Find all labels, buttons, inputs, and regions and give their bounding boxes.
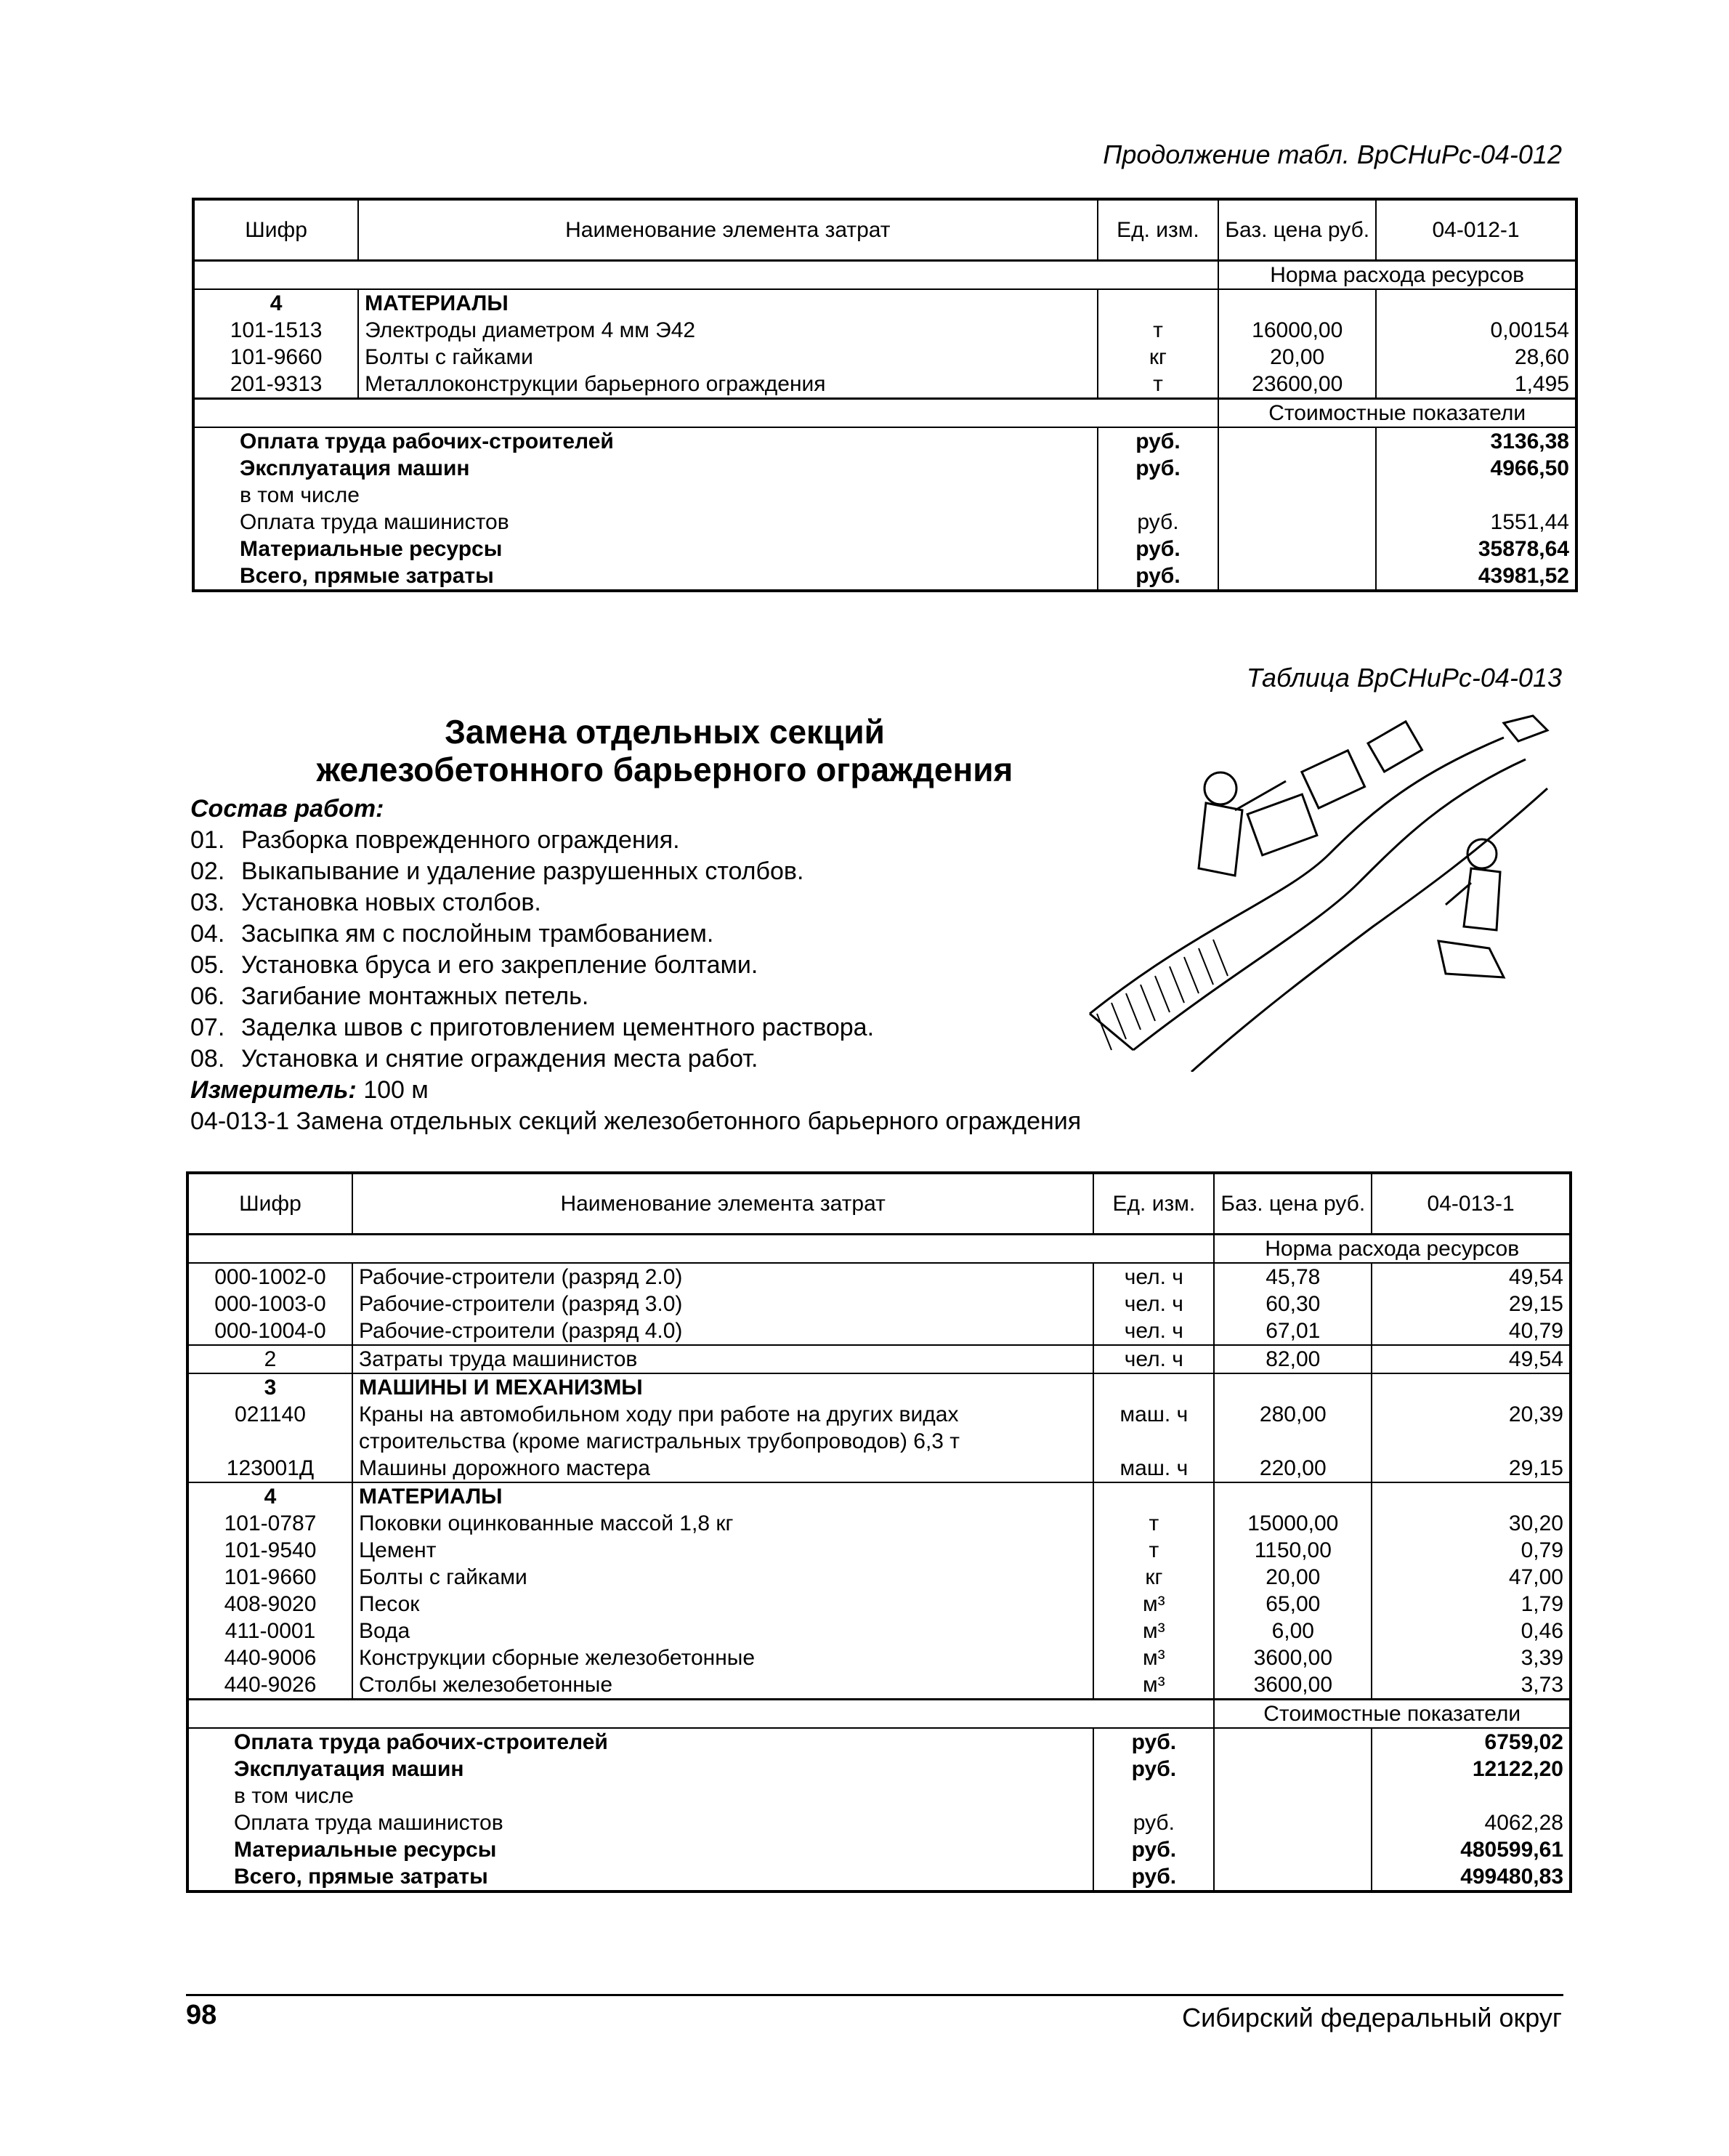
- norm-label-row: [187, 1234, 1571, 1263]
- cell-code: 000-1002-0: [187, 1263, 352, 1291]
- work-number: 04.: [190, 920, 225, 948]
- work-item: [190, 950, 1081, 981]
- footer-divider: [186, 1994, 1563, 1996]
- total-unit: руб.: [1098, 536, 1219, 562]
- cell-unit: т: [1098, 371, 1219, 399]
- total-value: 43981,52: [1376, 562, 1576, 591]
- cell-unit: м³: [1093, 1618, 1214, 1644]
- cell-unit: м³: [1093, 1644, 1214, 1671]
- cell-unit: т: [1093, 1537, 1214, 1564]
- cell-unit: м³: [1093, 1671, 1214, 1700]
- total-price: [1218, 509, 1376, 536]
- cell-price: 6,00: [1214, 1618, 1372, 1644]
- cell-price: 1150,00: [1214, 1537, 1372, 1564]
- cell-name: Краны на автомобильном ходу при работе на других видах: [352, 1401, 1093, 1428]
- cell-price: 23600,00: [1218, 371, 1376, 399]
- total-name: Материальные ресурсы: [187, 1836, 1093, 1863]
- work-number: 05.: [190, 951, 225, 979]
- cell-name: МАТЕРИАЛЫ: [358, 289, 1097, 317]
- cost-label-row: [193, 398, 1576, 427]
- norm-label: Норма расхода ресурсов: [1214, 1234, 1571, 1263]
- item-line: 04-013-1 Замена отдельных секций железобетонного барьерного ограждения: [190, 1107, 1082, 1135]
- header-code: Шифр: [193, 199, 358, 260]
- cell-value: 0,46: [1372, 1618, 1571, 1644]
- work-item: [190, 918, 1081, 950]
- cell-value: 47,00: [1372, 1564, 1571, 1591]
- cell-name: строительства (кроме магистральных трубопроводов) 6,3 т: [352, 1428, 1093, 1455]
- cell-name: Рабочие-строители (разряд 3.0): [352, 1291, 1093, 1317]
- norm-label: Норма расхода ресурсов: [1218, 260, 1576, 289]
- work-text: Засыпка ям с послойным трамбованием.: [241, 920, 714, 948]
- cell-price: 16000,00: [1218, 317, 1376, 344]
- total-price: [1218, 536, 1376, 562]
- cell-unit: чел. ч: [1093, 1317, 1214, 1345]
- cell-code: 000-1004-0: [187, 1317, 352, 1345]
- cost-label: Стоимостные показатели: [1218, 398, 1576, 427]
- cell-name: Рабочие-строители (разряд 4.0): [352, 1317, 1093, 1345]
- table-row: [187, 1401, 1571, 1428]
- table-row: [187, 1482, 1571, 1510]
- total-row: [187, 1836, 1571, 1863]
- table-row: [193, 289, 1576, 317]
- cell-name: Цемент: [352, 1537, 1093, 1564]
- cost-row-blank: [187, 1699, 1214, 1728]
- header-unit: Ед. изм.: [1098, 199, 1219, 260]
- cell-value: 49,54: [1372, 1345, 1571, 1373]
- cell-value: 28,60: [1376, 344, 1576, 371]
- table-body: [193, 260, 1576, 591]
- total-unit: руб.: [1098, 562, 1219, 591]
- cell-code: 408-9020: [187, 1591, 352, 1618]
- cell-price: [1214, 1482, 1372, 1510]
- cell-code: [187, 1428, 352, 1455]
- cell-value: 1,495: [1376, 371, 1576, 399]
- cell-name: МАШИНЫ И МЕХАНИЗМЫ: [352, 1373, 1093, 1401]
- cell-price: [1214, 1373, 1372, 1401]
- total-price: [1218, 427, 1376, 455]
- total-unit: руб.: [1093, 1809, 1214, 1836]
- cell-name: Поковки оцинкованные массой 1,8 кг: [352, 1510, 1093, 1537]
- table-caption: Таблица ВрСНиРс-04-013: [1246, 663, 1562, 693]
- table-row: [187, 1373, 1571, 1401]
- works-section: [190, 794, 1081, 1137]
- cell-price: 20,00: [1218, 344, 1376, 371]
- table-body: [187, 1234, 1571, 1891]
- norm-row-blank: [187, 1234, 1214, 1263]
- cell-value: 49,54: [1372, 1263, 1571, 1291]
- page-number: 98: [186, 2000, 217, 2030]
- total-name: Всего, прямые затраты: [193, 562, 1098, 591]
- cell-name: Конструкции сборные железобетонные: [352, 1644, 1093, 1671]
- cell-price: 65,00: [1214, 1591, 1372, 1618]
- work-item: [190, 981, 1081, 1012]
- total-price: [1214, 1809, 1372, 1836]
- total-value: [1372, 1782, 1571, 1809]
- norm-row-blank: [193, 260, 1218, 289]
- total-unit: руб.: [1093, 1863, 1214, 1891]
- cell-name: Рабочие-строители (разряд 2.0): [352, 1263, 1093, 1291]
- work-item: [190, 856, 1081, 887]
- total-name: Оплата труда рабочих-строителей: [187, 1728, 1093, 1756]
- cell-name: Машины дорожного мастера: [352, 1455, 1093, 1482]
- table-row: [187, 1671, 1571, 1700]
- total-unit: [1098, 482, 1219, 509]
- total-unit: руб.: [1098, 455, 1219, 482]
- cost-table-04-013: [186, 1171, 1572, 1893]
- work-text: Выкапывание и удаление разрушенных столбов.: [241, 857, 804, 885]
- work-item: [190, 887, 1081, 918]
- header-item: 04-012-1: [1376, 199, 1576, 260]
- cell-code: 440-9006: [187, 1644, 352, 1671]
- cell-code: 101-0787: [187, 1510, 352, 1537]
- cell-price: 220,00: [1214, 1455, 1372, 1482]
- cell-unit: маш. ч: [1093, 1455, 1214, 1482]
- total-row: [187, 1863, 1571, 1891]
- cell-name: МАТЕРИАЛЫ: [352, 1482, 1093, 1510]
- cell-value: 40,79: [1372, 1317, 1571, 1345]
- cell-code: 101-9540: [187, 1537, 352, 1564]
- total-value: 480599,61: [1372, 1836, 1571, 1863]
- table-row: [193, 344, 1576, 371]
- cell-name: Болты с гайками: [358, 344, 1097, 371]
- cell-value: 20,39: [1372, 1401, 1571, 1428]
- header-item: 04-013-1: [1372, 1173, 1571, 1234]
- total-row: [193, 427, 1576, 455]
- cell-price: 20,00: [1214, 1564, 1372, 1591]
- work-number: 08.: [190, 1045, 225, 1073]
- road-barrier-illustration: [1068, 708, 1576, 1072]
- table-row: [187, 1510, 1571, 1537]
- table-row: [193, 317, 1576, 344]
- total-price: [1218, 562, 1376, 591]
- table-row: [187, 1263, 1571, 1291]
- cell-price: [1214, 1428, 1372, 1455]
- total-row: [193, 455, 1576, 482]
- cell-name: Затраты труда машинистов: [352, 1345, 1093, 1373]
- work-text: Загибание монтажных петель.: [241, 982, 589, 1010]
- cost-row-blank: [193, 398, 1218, 427]
- header-code: Шифр: [187, 1173, 352, 1234]
- cell-unit: т: [1093, 1510, 1214, 1537]
- cell-price: [1218, 289, 1376, 317]
- cost-label: Стоимостные показатели: [1214, 1699, 1571, 1728]
- cell-value: 3,73: [1372, 1671, 1571, 1700]
- header-unit: Ед. изм.: [1093, 1173, 1214, 1234]
- header-name: Наименование элемента затрат: [352, 1173, 1093, 1234]
- cell-value: [1372, 1482, 1571, 1510]
- footer-region: Сибирский федеральный округ: [1182, 2003, 1562, 2032]
- total-price: [1218, 455, 1376, 482]
- total-unit: руб.: [1098, 509, 1219, 536]
- total-row: [193, 562, 1576, 591]
- cell-code: 101-9660: [193, 344, 358, 371]
- cell-value: 29,15: [1372, 1291, 1571, 1317]
- cell-code: 4: [187, 1482, 352, 1510]
- table-row: [187, 1537, 1571, 1564]
- total-name: в том числе: [187, 1782, 1093, 1809]
- cell-price: 82,00: [1214, 1345, 1372, 1373]
- cell-unit: [1093, 1482, 1214, 1510]
- cell-price: 3600,00: [1214, 1671, 1372, 1700]
- total-price: [1214, 1836, 1372, 1863]
- cell-code: 4: [193, 289, 358, 317]
- norm-label-row: [193, 260, 1576, 289]
- cell-code: 201-9313: [193, 371, 358, 399]
- cell-price: 280,00: [1214, 1401, 1372, 1428]
- cell-name: Столбы железобетонные: [352, 1671, 1093, 1700]
- total-value: 12122,20: [1372, 1756, 1571, 1782]
- cell-unit: чел. ч: [1093, 1345, 1214, 1373]
- total-name: Эксплуатация машин: [187, 1756, 1093, 1782]
- cell-name: Металлоконструкции барьерного ограждения: [358, 371, 1097, 399]
- cell-code: 000-1003-0: [187, 1291, 352, 1317]
- total-row: [187, 1756, 1571, 1782]
- cell-unit: кг: [1093, 1564, 1214, 1591]
- total-value: 1551,44: [1376, 509, 1576, 536]
- total-name: Оплата труда машинистов: [193, 509, 1098, 536]
- cell-unit: кг: [1098, 344, 1219, 371]
- section-title-line2: железобетонного барьерного ограждения: [316, 751, 1013, 788]
- cell-name: Болты с гайками: [352, 1564, 1093, 1591]
- cell-value: [1376, 289, 1576, 317]
- cell-value: 0,79: [1372, 1537, 1571, 1564]
- cell-unit: т: [1098, 317, 1219, 344]
- total-price: [1214, 1728, 1372, 1756]
- cell-code: 3: [187, 1373, 352, 1401]
- total-value: 499480,83: [1372, 1863, 1571, 1891]
- total-value: 3136,38: [1376, 427, 1576, 455]
- total-row: [193, 482, 1576, 509]
- works-heading: Состав работ:: [190, 795, 384, 823]
- work-text: Установка бруса и его закрепление болтами.: [241, 951, 758, 979]
- total-unit: руб.: [1093, 1728, 1214, 1756]
- total-name: в том числе: [193, 482, 1098, 509]
- total-unit: руб.: [1093, 1756, 1214, 1782]
- cost-table-04-012: [192, 198, 1578, 592]
- cell-code: 021140: [187, 1401, 352, 1428]
- total-value: 35878,64: [1376, 536, 1576, 562]
- total-value: [1376, 482, 1576, 509]
- work-text: Установка и снятие ограждения места работ.: [241, 1045, 758, 1073]
- total-name: Материальные ресурсы: [193, 536, 1098, 562]
- cell-price: 67,01: [1214, 1317, 1372, 1345]
- work-text: Разборка поврежденного ограждения.: [241, 826, 680, 854]
- total-unit: [1093, 1782, 1214, 1809]
- header-price: Баз. цена руб.: [1214, 1173, 1372, 1234]
- total-value: 6759,02: [1372, 1728, 1571, 1756]
- total-name: Оплата труда рабочих-строителей: [193, 427, 1098, 455]
- works-list: [190, 825, 1081, 1075]
- total-price: [1214, 1756, 1372, 1782]
- header-name: Наименование элемента затрат: [358, 199, 1097, 260]
- section-title-line1: Замена отдельных секций: [445, 713, 885, 751]
- total-row: [187, 1782, 1571, 1809]
- total-unit: руб.: [1093, 1836, 1214, 1863]
- cell-unit: [1098, 289, 1219, 317]
- cost-label-row: [187, 1699, 1571, 1728]
- meter-label: Измеритель:: [190, 1076, 357, 1104]
- cell-code: 101-9660: [187, 1564, 352, 1591]
- table-row: [187, 1455, 1571, 1482]
- work-item: [190, 1012, 1081, 1043]
- table-row: [187, 1317, 1571, 1345]
- cell-unit: чел. ч: [1093, 1291, 1214, 1317]
- cell-unit: чел. ч: [1093, 1263, 1214, 1291]
- meter-line: [190, 1075, 1081, 1106]
- cell-unit: [1093, 1428, 1214, 1455]
- cell-name: Песок: [352, 1591, 1093, 1618]
- cell-code: 101-1513: [193, 317, 358, 344]
- cell-price: 60,30: [1214, 1291, 1372, 1317]
- cell-unit: маш. ч: [1093, 1401, 1214, 1428]
- meter-value: 100 м: [363, 1076, 429, 1104]
- cell-value: 3,39: [1372, 1644, 1571, 1671]
- work-text: Установка новых столбов.: [241, 889, 541, 916]
- work-item: [190, 825, 1081, 856]
- cell-price: 15000,00: [1214, 1510, 1372, 1537]
- total-name: Всего, прямые затраты: [187, 1863, 1093, 1891]
- total-row: [187, 1728, 1571, 1756]
- total-unit: руб.: [1098, 427, 1219, 455]
- total-row: [193, 536, 1576, 562]
- cell-unit: [1093, 1373, 1214, 1401]
- total-name: Эксплуатация машин: [193, 455, 1098, 482]
- total-value: 4966,50: [1376, 455, 1576, 482]
- total-row: [193, 509, 1576, 536]
- work-number: 02.: [190, 857, 225, 885]
- table-row: [193, 371, 1576, 399]
- work-number: 01.: [190, 826, 225, 854]
- cell-price: 3600,00: [1214, 1644, 1372, 1671]
- cell-value: 0,00154: [1376, 317, 1576, 344]
- total-name: Оплата труда машинистов: [187, 1809, 1093, 1836]
- cell-value: [1372, 1373, 1571, 1401]
- table-continuation-caption: Продолжение табл. ВрСНиРс-04-012: [1103, 140, 1562, 169]
- cell-name: Вода: [352, 1618, 1093, 1644]
- total-price: [1218, 482, 1376, 509]
- table-row: [187, 1591, 1571, 1618]
- work-item: [190, 1043, 1081, 1075]
- cell-code: 2: [187, 1345, 352, 1373]
- cell-value: 1,79: [1372, 1591, 1571, 1618]
- total-price: [1214, 1863, 1372, 1891]
- table-row: [187, 1644, 1571, 1671]
- cell-price: 45,78: [1214, 1263, 1372, 1291]
- work-text: Заделка швов с приготовлением цементного раствора.: [241, 1014, 875, 1041]
- table-row: [187, 1564, 1571, 1591]
- work-number: 07.: [190, 1014, 225, 1041]
- total-value: 4062,28: [1372, 1809, 1571, 1836]
- cell-name: Электроды диаметром 4 мм Э42: [358, 317, 1097, 344]
- total-price: [1214, 1782, 1372, 1809]
- cell-unit: м³: [1093, 1591, 1214, 1618]
- cell-code: 411-0001: [187, 1618, 352, 1644]
- work-number: 03.: [190, 889, 225, 916]
- table-row: [187, 1618, 1571, 1644]
- cell-code: 123001Д: [187, 1455, 352, 1482]
- table-row: [187, 1291, 1571, 1317]
- cell-code: 440-9026: [187, 1671, 352, 1700]
- table-row: [187, 1345, 1571, 1373]
- cell-value: 30,20: [1372, 1510, 1571, 1537]
- header-price: Баз. цена руб.: [1218, 199, 1376, 260]
- total-row: [187, 1809, 1571, 1836]
- cell-value: [1372, 1428, 1571, 1455]
- cell-value: 29,15: [1372, 1455, 1571, 1482]
- table-row: [187, 1428, 1571, 1455]
- work-number: 06.: [190, 982, 225, 1010]
